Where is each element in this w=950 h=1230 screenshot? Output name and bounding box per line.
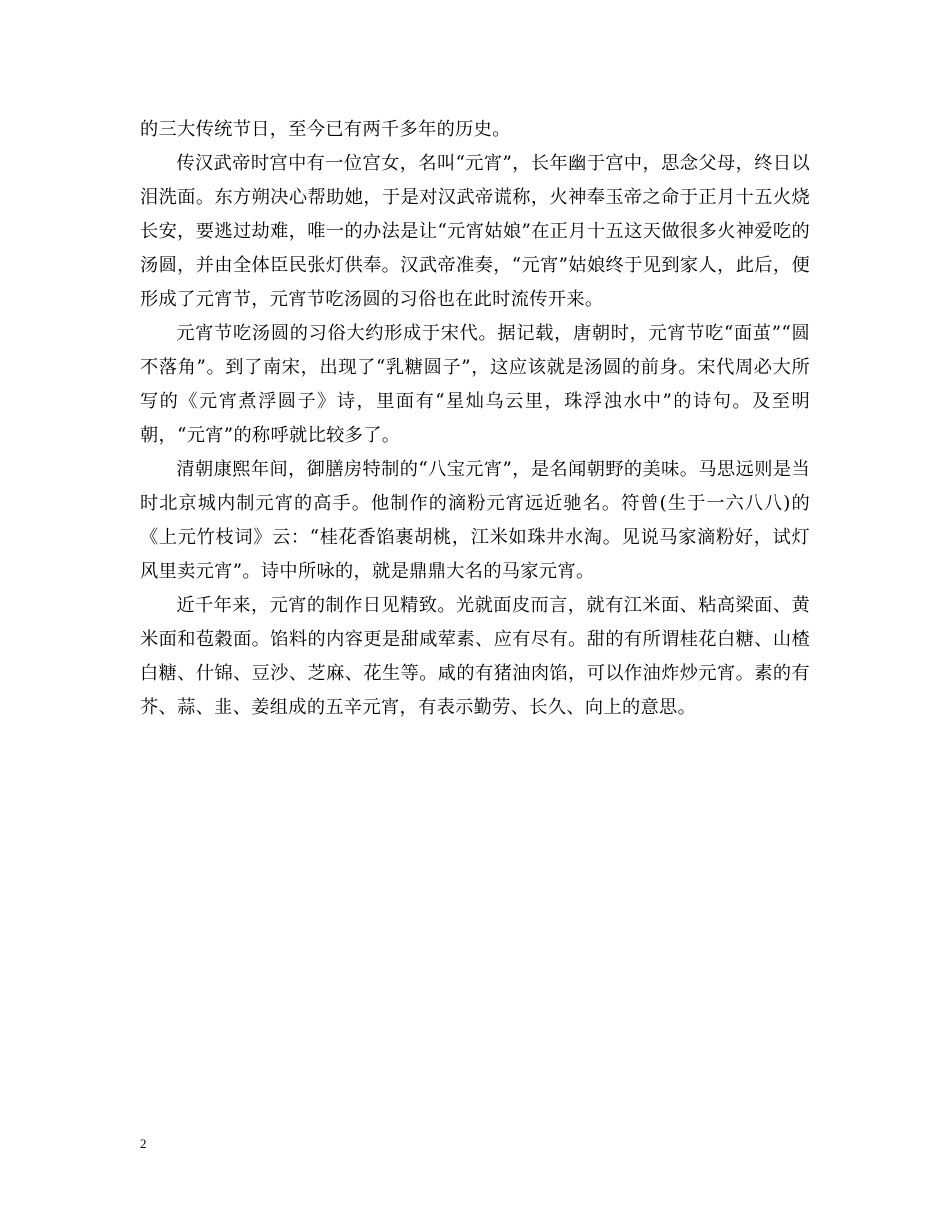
- page-number: 2: [140, 1136, 147, 1151]
- paragraph-fillings: 近千年来，元宵的制作日见精致。光就面皮而言，就有江米面、粘高梁面、黄米面和苞穀面。馅料的内容更是甜咸荤素、应有尽有。甜的有所谓桂花白糖、山楂白糖、什锦、豆沙、芝麻、花生等。咸的有猪油肉馅，可以作油炸炒元宵。素的有芥、蒜、韭、姜组成的五辛元宵，有表示勤劳、长久、向上的意思。: [140, 595, 810, 718]
- paragraph-qing-dynasty: 清朝康熙年间，御膳房特制的“八宝元宵”，是名闻朝野的美味。马思远则是当时北京城内制元宵的高手。他制作的滴粉元宵远近驰名。符曾(生于一六八八)的《上元竹枝词》云：“桂花香馅裹胡桃，江米如珠井水淘。见说马家滴粉好，试灯风里卖元宵”。诗中所咏的，就是鼎鼎大名的马家元宵。: [140, 459, 810, 582]
- paragraph-legend: 传汉武帝时宫中有一位宫女，名叫“元宵”，长年幽于宫中，思念父母，终日以泪洗面。东方朔决心帮助她，于是对汉武帝谎称，火神奉玉帝之命于正月十五火烧长安，要逃过劫难，唯一的办法是让“元宵姑娘”在正月十五这天做很多火神爱吃的汤圆，并由全体臣民张灯供奉。汉武帝准奏，“元宵”姑娘终于见到家人，此后，便形成了元宵节，元宵节吃汤圆的习俗也在此时流传开来。: [140, 153, 810, 310]
- paragraph-continuation: 的三大传统节日，至今已有两千多年的历史。: [140, 119, 511, 140]
- body-text: [140, 113, 810, 725]
- paragraph-song-dynasty: 元宵节吃汤圆的习俗大约形成于宋代。据记载，唐朝时，元宵节吃“面茧”“圆不落角”。到了南宋，出现了“乳糖圆子”，这应该就是汤圆的前身。宋代周必大所写的《元宵煮浮圆子》诗，里面有“星灿乌云里，珠浮浊水中”的诗句。及至明朝，“元宵”的称呼就比较多了。: [140, 323, 810, 446]
